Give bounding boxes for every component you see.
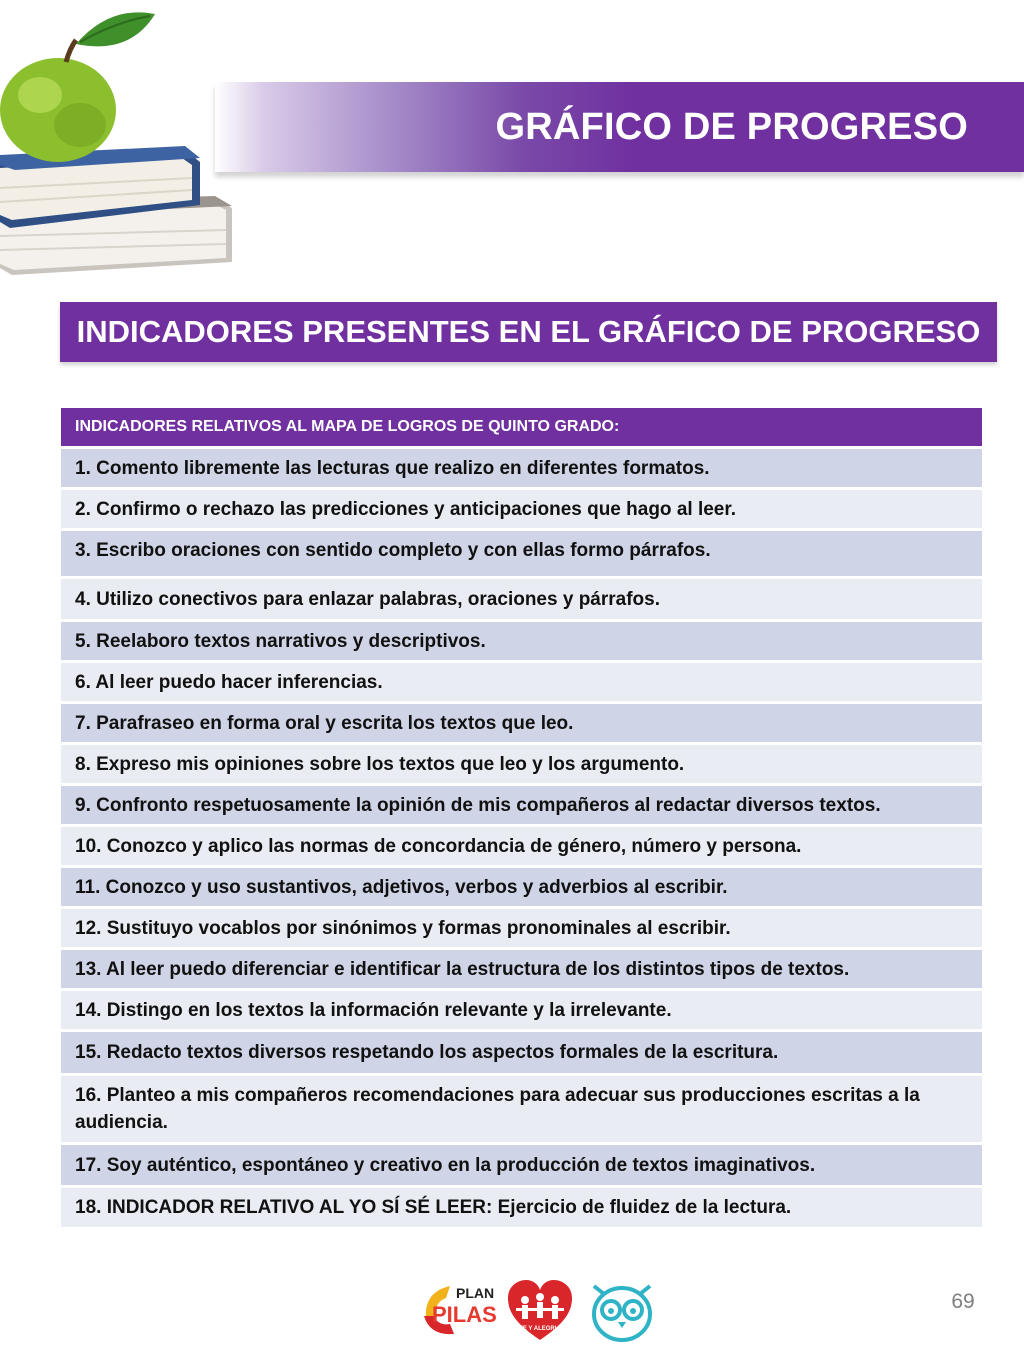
table-row: 11. Conozco y uso sustantivos, adjetivos, verbos y adverbios al escribir. — [61, 865, 982, 906]
table-row: 1. Comento libremente las lecturas que realizo en diferentes formatos. — [61, 446, 982, 487]
page-title: GRÁFICO DE PROGRESO — [495, 106, 968, 148]
indicators-table — [61, 408, 982, 1227]
table-row: 7. Parafraseo en forma oral y escrita los textos que leo. — [61, 701, 982, 742]
svg-text:FE Y ALEGRIA: FE Y ALEGRIA — [519, 1326, 561, 1332]
table-row: 15. Redacto textos diversos respetando los aspectos formales de la escritura. — [61, 1029, 982, 1073]
table-row: 2. Confirmo o rechazo las predicciones y anticipaciones que hago al leer. — [61, 487, 982, 528]
footer-logos — [420, 1278, 660, 1342]
svg-text:PLAN: PLAN — [456, 1285, 495, 1301]
table-row: 10. Conozco y aplico las normas de concordancia de género, número y persona. — [61, 824, 982, 865]
plan-pilas-logo — [424, 1285, 497, 1334]
table-row: 9. Confronto respetuosamente la opinión de mis compañeros al redactar diversos textos. — [61, 783, 982, 824]
table-row: 5. Reelaboro textos narrativos y descriptivos. — [61, 619, 982, 660]
table-row: 17. Soy auténtico, espontáneo y creativo en la producción de textos imaginativos. — [61, 1142, 982, 1185]
owl-logo — [594, 1286, 650, 1340]
table-row: 3. Escribo oraciones con sentido completo y con ellas formo párrafos. — [61, 528, 982, 576]
table-row: 18. INDICADOR RELATIVO AL YO SÍ SÉ LEER: Ejercicio de fluidez de la lectura. — [61, 1185, 982, 1227]
fe-y-alegria-logo — [508, 1280, 572, 1340]
table-row: 14. Distingo en los textos la información relevante y la irrelevante. — [61, 988, 982, 1029]
page-number: 69 — [951, 1290, 975, 1313]
apple-books-illustration — [0, 0, 240, 285]
table-row: 4. Utilizo conectivos para enlazar palabras, oraciones y párrafos. — [61, 576, 982, 619]
section-heading: INDICADORES PRESENTES EN EL GRÁFICO DE PROGRESO — [60, 302, 997, 362]
title-banner — [215, 82, 1024, 172]
table-row: 8. Expreso mis opiniones sobre los textos que leo y los argumento. — [61, 742, 982, 783]
table-row: 16. Planteo a mis compañeros recomendaciones para adecuar sus producciones escritas a la audiencia. — [61, 1073, 982, 1142]
table-row: 12. Sustituyo vocablos por sinónimos y formas pronominales al escribir. — [61, 906, 982, 947]
table-header: INDICADORES RELATIVOS AL MAPA DE LOGROS DE QUINTO GRADO: — [61, 408, 982, 446]
table-row: 13. Al leer puedo diferenciar e identificar la estructura de los distintos tipos de textos. — [61, 947, 982, 988]
svg-text:PILAS: PILAS — [432, 1302, 497, 1327]
table-row: 6. Al leer puedo hacer inferencias. — [61, 660, 982, 701]
